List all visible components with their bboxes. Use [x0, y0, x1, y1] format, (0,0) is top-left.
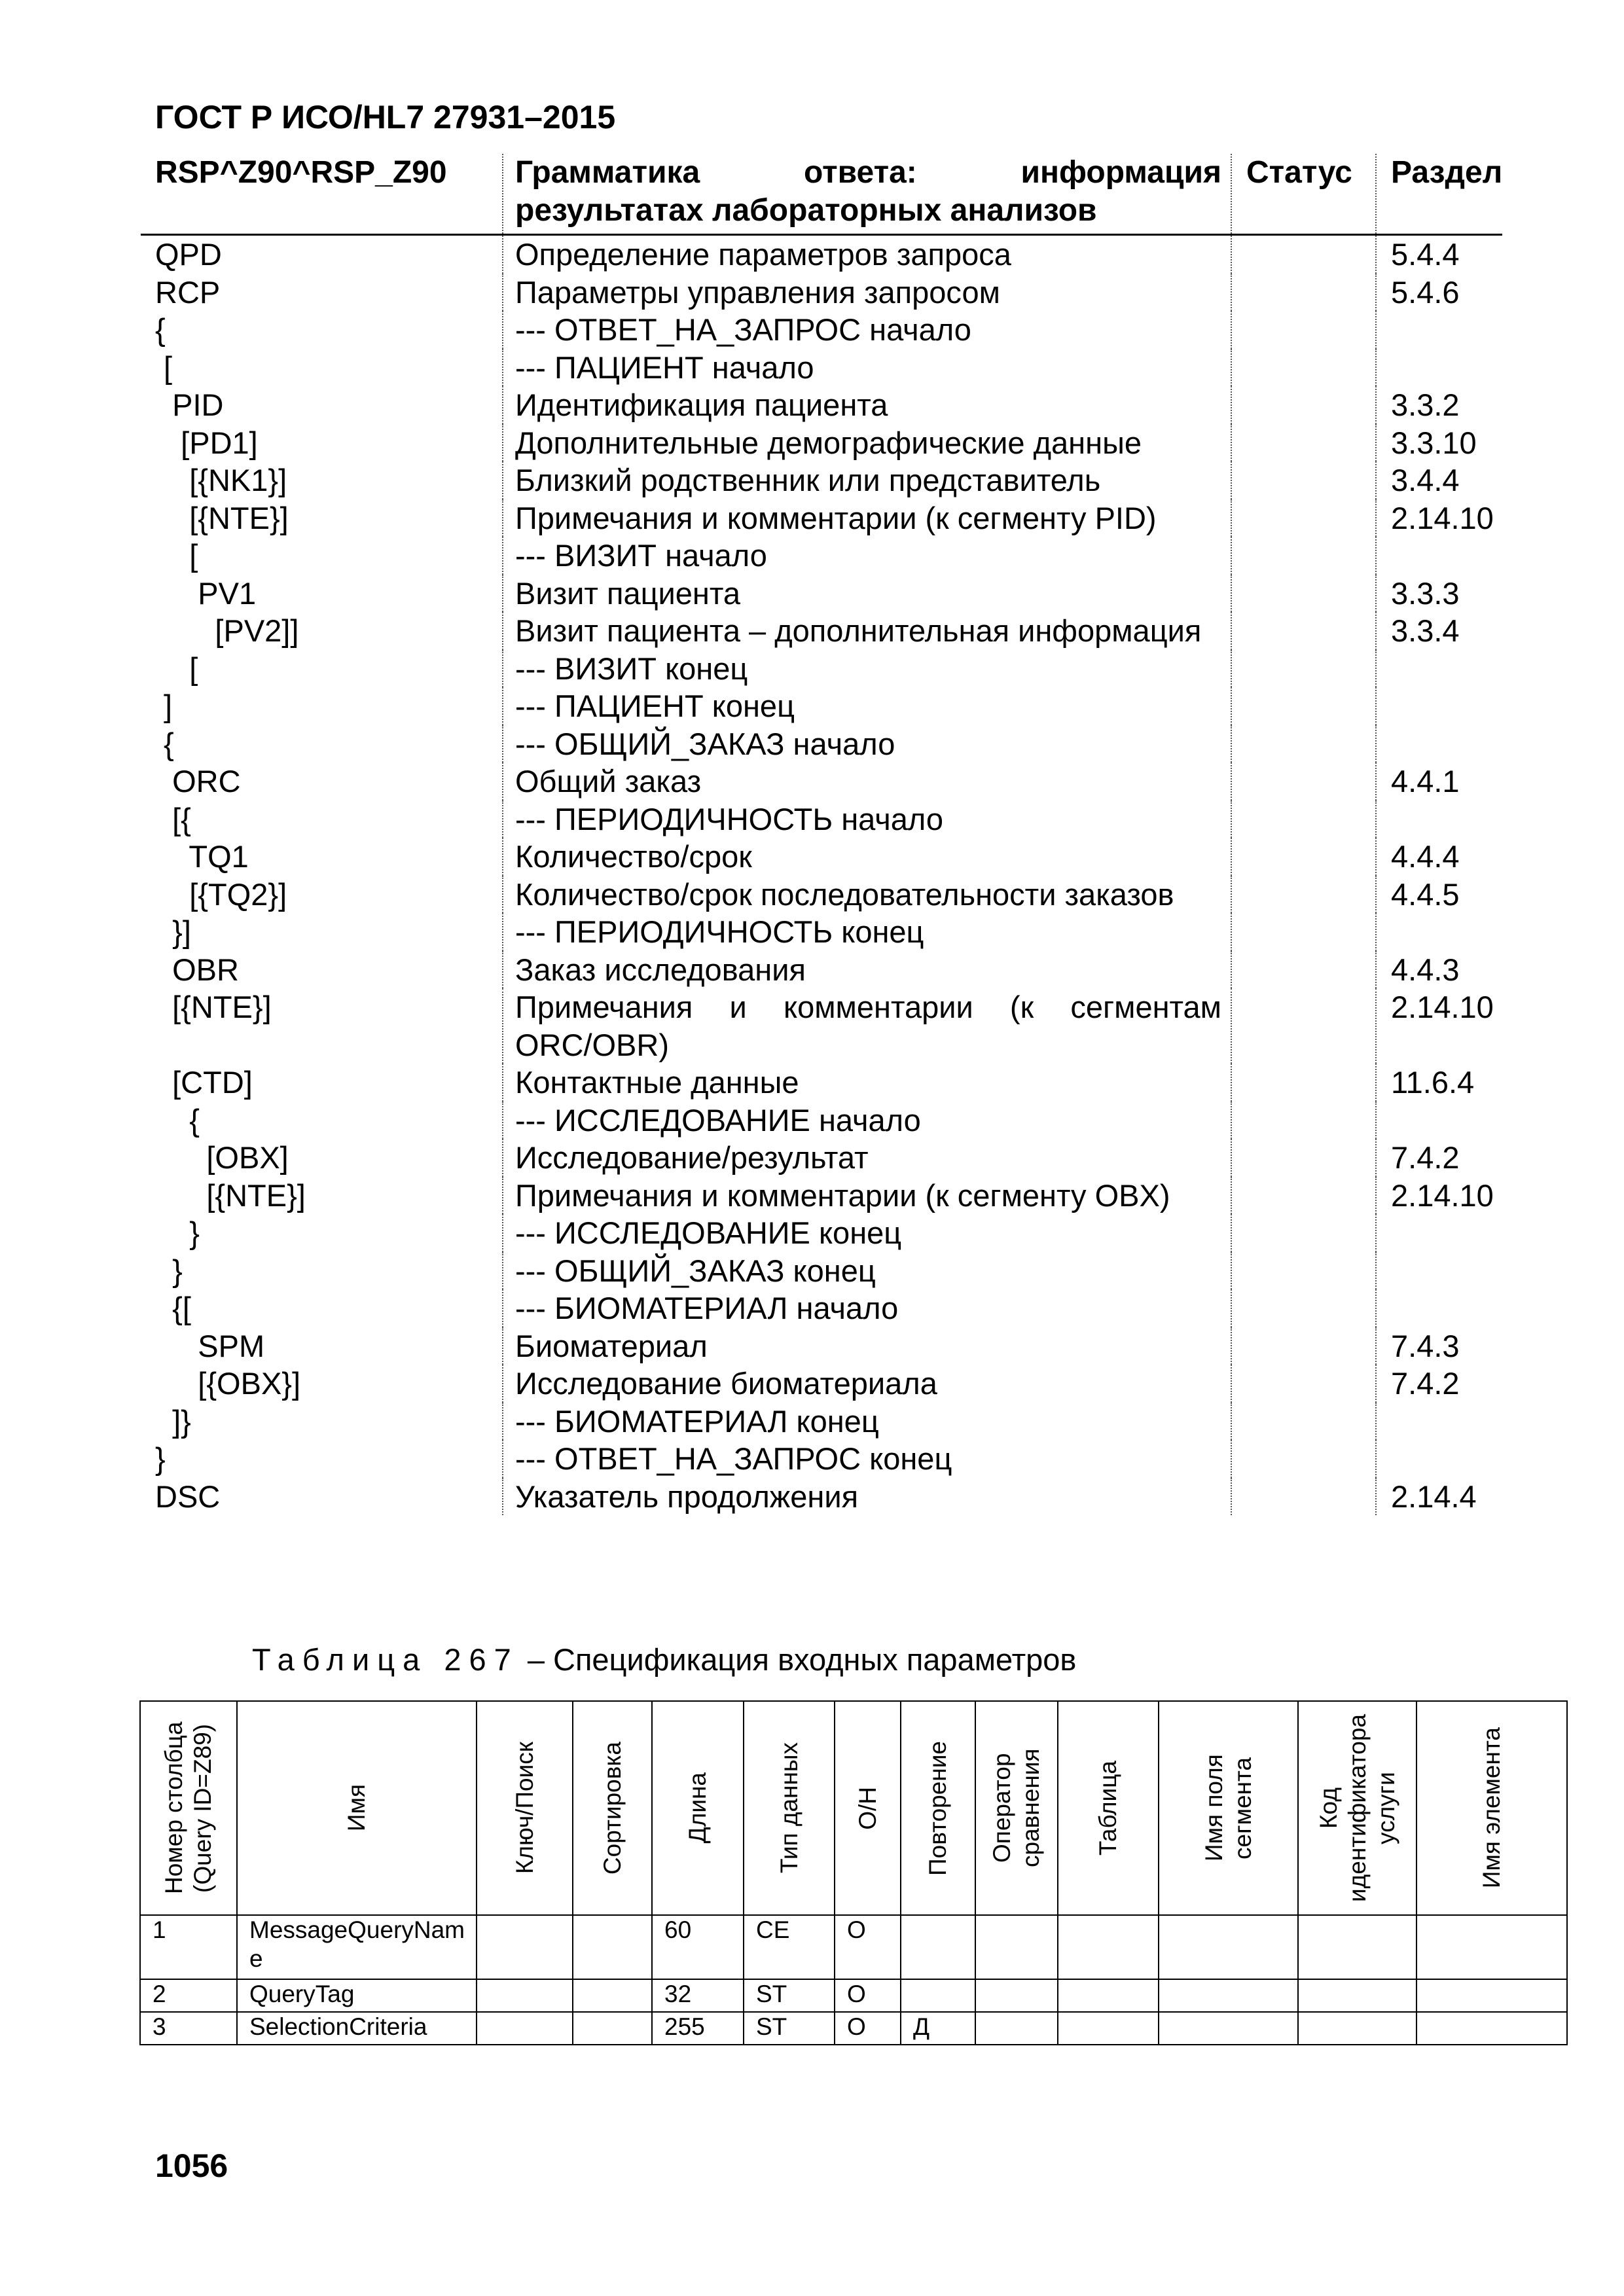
segment-cell: OBR — [155, 952, 239, 987]
spec-column-header-label: Таблица — [1094, 1760, 1121, 1856]
status-cell — [1231, 537, 1376, 575]
grammar-row — [141, 274, 1502, 312]
status-cell — [1231, 1327, 1376, 1365]
section-cell: 3.3.3 — [1376, 575, 1502, 613]
status-cell — [1231, 1478, 1376, 1516]
grammar-row — [141, 1365, 1502, 1403]
spec-column-header — [835, 1701, 901, 1915]
segment-cell: PID — [155, 387, 224, 422]
segment-cell: [PV2]] — [155, 613, 299, 648]
description-cell: --- БИОМАТЕРИАЛ начало — [503, 1289, 1231, 1327]
description-cell: Исследование/результат — [503, 1139, 1231, 1177]
grammar-row — [141, 1214, 1502, 1252]
segment-cell: ] — [155, 689, 173, 723]
status-cell — [1231, 1440, 1376, 1478]
spec-cell — [901, 1915, 975, 1979]
spec-column-header-label: Имя элемента — [1478, 1727, 1505, 1889]
section-cell: 4.4.4 — [1376, 838, 1502, 876]
spec-cell — [1058, 1915, 1159, 1979]
section-header: Раздел — [1376, 154, 1502, 235]
description-cell: Заказ исследования — [503, 951, 1231, 989]
input-parameters-table — [139, 1700, 1568, 2045]
description-cell: Близкий родственник или представитель — [503, 461, 1231, 499]
status-cell — [1231, 951, 1376, 989]
grammar-row — [141, 1252, 1502, 1290]
grammar-row — [141, 762, 1502, 800]
spec-cell: 1 — [140, 1915, 237, 1979]
section-cell: 4.4.3 — [1376, 951, 1502, 989]
grammar-row — [141, 612, 1502, 650]
document-code: ГОСТ Р ИСО/HL7 27931–2015 — [155, 99, 616, 135]
status-cell — [1231, 1139, 1376, 1177]
segment-cell: { — [155, 1102, 200, 1138]
section-cell: 2.14.10 — [1376, 499, 1502, 537]
description-cell: --- ПЕРИОДИЧНОСТЬ конец — [503, 913, 1231, 951]
segment-cell: } — [155, 1253, 183, 1288]
spec-cell — [573, 2012, 652, 2045]
description-cell: Биоматериал — [503, 1327, 1231, 1365]
description-cell: --- ОТВЕТ_НА_ЗАПРОС конец — [503, 1440, 1231, 1478]
grammar-row — [141, 1064, 1502, 1102]
spec-cell — [477, 1915, 573, 1979]
spec-cell — [1298, 1979, 1416, 2012]
segment-cell: [OBX] — [155, 1140, 289, 1175]
status-cell — [1231, 913, 1376, 951]
status-cell — [1231, 838, 1376, 876]
spec-cell: 3 — [140, 2012, 237, 2045]
spec-row — [140, 1979, 1567, 2012]
spec-cell — [975, 1979, 1058, 2012]
status-cell — [1231, 1289, 1376, 1327]
spec-cell: SelectionCriteria — [237, 2012, 477, 2045]
segment-cell: RCP — [155, 274, 221, 310]
status-cell — [1231, 725, 1376, 763]
section-cell: 3.3.10 — [1376, 424, 1502, 462]
status-cell — [1231, 988, 1376, 1064]
segment-cell: [ — [155, 350, 173, 385]
status-header: Статус — [1231, 154, 1376, 235]
grammar-row — [141, 650, 1502, 688]
spec-cell — [1298, 2012, 1416, 2045]
spec-column-header — [901, 1701, 975, 1915]
section-cell — [1376, 725, 1502, 763]
description-cell: --- ВИЗИТ начало — [503, 537, 1231, 575]
spec-cell: ST — [744, 1979, 835, 2012]
spec-column-header — [1159, 1701, 1298, 1915]
spec-cell — [1058, 1979, 1159, 2012]
spec-cell — [1058, 2012, 1159, 2045]
description-cell: Указатель продолжения — [503, 1478, 1231, 1516]
spec-cell: CE — [744, 1915, 835, 1979]
segment-cell: TQ1 — [155, 839, 249, 874]
segment-cell: {[ — [155, 1291, 191, 1325]
section-cell: 5.4.6 — [1376, 274, 1502, 312]
section-cell: 4.4.5 — [1376, 876, 1502, 914]
segment-cell: [{ — [155, 801, 191, 836]
spec-cell: Д — [901, 2012, 975, 2045]
spec-cell: 2 — [140, 1979, 237, 2012]
spec-cell — [573, 1979, 652, 2012]
description-cell: --- ПЕРИОДИЧНОСТЬ начало — [503, 800, 1231, 838]
section-cell — [1376, 1440, 1502, 1478]
description-cell: Количество/срок — [503, 838, 1231, 876]
segment-cell: [ — [155, 538, 198, 573]
grammar-body — [141, 235, 1502, 1516]
spec-cell — [477, 1979, 573, 2012]
grammar-row — [141, 1139, 1502, 1177]
grammar-row — [141, 424, 1502, 462]
section-cell: 7.4.2 — [1376, 1365, 1502, 1403]
section-cell: 3.3.4 — [1376, 612, 1502, 650]
spec-column-header — [573, 1701, 652, 1915]
spec-column-header — [975, 1701, 1058, 1915]
status-cell — [1231, 1365, 1376, 1403]
description-cell: Определение параметров запроса — [503, 235, 1231, 274]
spec-column-header-label: О/Н — [854, 1786, 881, 1830]
spec-cell — [573, 1915, 652, 1979]
spec-row — [140, 1915, 1567, 1979]
table-caption — [252, 1641, 1076, 1677]
section-cell — [1376, 537, 1502, 575]
spec-cell — [1416, 1915, 1567, 1979]
spec-cell: 255 — [652, 2012, 744, 2045]
status-cell — [1231, 1252, 1376, 1290]
grammar-row — [141, 1403, 1502, 1441]
grammar-row — [141, 876, 1502, 914]
section-cell: 7.4.3 — [1376, 1327, 1502, 1365]
spec-column-header-label: Имя — [343, 1784, 370, 1832]
description-cell: --- БИОМАТЕРИАЛ конец — [503, 1403, 1231, 1441]
spec-column-header — [1058, 1701, 1159, 1915]
segment-cell: [{NK1}] — [155, 463, 287, 497]
section-cell: 2.14.10 — [1376, 988, 1502, 1064]
segment-cell: [{NTE}] — [155, 1177, 306, 1213]
grammar-row — [141, 311, 1502, 349]
description-cell: Примечания и комментарии (к сегментам ORC/OBR) — [503, 988, 1231, 1064]
description-cell: --- ПАЦИЕНТ конец — [503, 687, 1231, 725]
section-cell — [1376, 1252, 1502, 1290]
description-cell: Общий заказ — [503, 762, 1231, 800]
section-cell — [1376, 1289, 1502, 1327]
spec-cell: O — [835, 1979, 901, 2012]
spec-header-row — [140, 1701, 1567, 1915]
status-cell — [1231, 1102, 1376, 1139]
segment-cell: [{OBX}] — [155, 1366, 301, 1401]
grammar-table — [141, 154, 1502, 1515]
section-cell: 3.4.4 — [1376, 461, 1502, 499]
spec-cell — [1298, 1915, 1416, 1979]
segment-cell: PV1 — [155, 575, 257, 611]
status-cell — [1231, 1403, 1376, 1441]
spec-column-header — [652, 1701, 744, 1915]
segment-cell: [PD1] — [155, 425, 258, 460]
segment-cell: { — [155, 312, 166, 347]
spec-row — [140, 2012, 1567, 2045]
section-cell — [1376, 687, 1502, 725]
grammar-row — [141, 687, 1502, 725]
spec-column-header-label: Ключ/Поиск — [511, 1742, 538, 1874]
spec-column-header — [1298, 1701, 1416, 1915]
description-cell: Идентификация пациента — [503, 386, 1231, 424]
segment-cell: [ — [155, 651, 198, 686]
status-cell — [1231, 499, 1376, 537]
description-cell: Исследование биоматериала — [503, 1365, 1231, 1403]
status-cell — [1231, 650, 1376, 688]
segment-cell: QPD — [155, 237, 222, 272]
message-structure-header: RSP^Z90^RSP_Z90 — [141, 154, 503, 235]
status-cell — [1231, 274, 1376, 312]
table-caption-label: Таблица 267 — [252, 1642, 519, 1677]
grammar-title-header: Грамматика ответа: информация результатах лабораторных анализов — [503, 154, 1231, 235]
page-number: 1056 — [155, 2147, 228, 2184]
status-cell — [1231, 876, 1376, 914]
description-cell: Дополнительные демографические данные — [503, 424, 1231, 462]
spec-column-header-label: Сортировка — [598, 1741, 626, 1875]
grammar-row — [141, 1478, 1502, 1516]
spec-cell: O — [835, 2012, 901, 2045]
segment-cell: SPM — [155, 1328, 265, 1363]
spec-cell — [477, 2012, 573, 2045]
spec-cell — [975, 1915, 1058, 1979]
spec-cell — [1159, 1979, 1298, 2012]
description-cell: --- ИССЛЕДОВАНИЕ конец — [503, 1214, 1231, 1252]
section-cell — [1376, 913, 1502, 951]
spec-cell: 60 — [652, 1915, 744, 1979]
spec-column-header-label: Имя поля сегмента — [1200, 1754, 1256, 1862]
grammar-row — [141, 1440, 1502, 1478]
status-cell — [1231, 349, 1376, 387]
description-cell: --- ОБЩИЙ_ЗАКАЗ начало — [503, 725, 1231, 763]
status-cell — [1231, 1214, 1376, 1252]
description-cell: Визит пациента — [503, 575, 1231, 613]
grammar-row — [141, 1327, 1502, 1365]
segment-cell: [{NTE}] — [155, 500, 289, 535]
spec-column-header — [237, 1701, 477, 1915]
section-cell: 2.14.4 — [1376, 1478, 1502, 1516]
status-cell — [1231, 575, 1376, 613]
section-cell — [1376, 650, 1502, 688]
description-cell: Контактные данные — [503, 1064, 1231, 1102]
spec-cell — [975, 2012, 1058, 2045]
description-cell: Примечания и комментарии (к сегменту PID) — [503, 499, 1231, 537]
spec-column-header-label: Оператор сравнения — [988, 1748, 1044, 1868]
grammar-row — [141, 537, 1502, 575]
spec-cell — [1416, 2012, 1567, 2045]
description-cell: --- ОТВЕТ_НА_ЗАПРОС начало — [503, 311, 1231, 349]
spec-column-header-label: Номер столбца (Query ID=Z89) — [160, 1721, 216, 1895]
description-cell: --- ОБЩИЙ_ЗАКАЗ конец — [503, 1252, 1231, 1290]
description-cell: --- ПАЦИЕНТ начало — [503, 349, 1231, 387]
grammar-row — [141, 499, 1502, 537]
segment-cell: } — [155, 1215, 200, 1250]
status-cell — [1231, 1064, 1376, 1102]
grammar-header-row — [141, 154, 1502, 235]
status-cell — [1231, 687, 1376, 725]
status-cell — [1231, 311, 1376, 349]
description-cell: Примечания и комментарии (к сегменту OBX) — [503, 1177, 1231, 1215]
spec-column-header-label: Повторение — [924, 1740, 951, 1876]
table-caption-text: – Спецификация входных параметров — [527, 1642, 1077, 1677]
segment-cell: } — [155, 1441, 166, 1476]
spec-cell — [1159, 1915, 1298, 1979]
grammar-row — [141, 461, 1502, 499]
segment-cell: { — [155, 726, 174, 761]
description-cell: Визит пациента – дополнительная информация — [503, 612, 1231, 650]
spec-column-header — [477, 1701, 573, 1915]
spec-body — [140, 1915, 1567, 2045]
grammar-row — [141, 800, 1502, 838]
section-cell: 4.4.1 — [1376, 762, 1502, 800]
segment-cell: [CTD] — [155, 1065, 253, 1100]
status-cell — [1231, 424, 1376, 462]
section-cell: 5.4.4 — [1376, 235, 1502, 274]
status-cell — [1231, 762, 1376, 800]
spec-column-header — [744, 1701, 835, 1915]
status-cell — [1231, 612, 1376, 650]
grammar-row — [141, 725, 1502, 763]
spec-column-header-label: Длина — [684, 1772, 711, 1844]
section-cell: 7.4.2 — [1376, 1139, 1502, 1177]
segment-cell: DSC — [155, 1479, 221, 1514]
grammar-row — [141, 386, 1502, 424]
section-cell: 3.3.2 — [1376, 386, 1502, 424]
status-cell — [1231, 1177, 1376, 1215]
spec-cell: ST — [744, 2012, 835, 2045]
spec-cell — [1159, 2012, 1298, 2045]
status-cell — [1231, 800, 1376, 838]
section-cell: 11.6.4 — [1376, 1064, 1502, 1102]
spec-cell — [1416, 1979, 1567, 2012]
section-cell — [1376, 349, 1502, 387]
segment-cell: [{TQ2}] — [155, 876, 287, 912]
spec-cell: 32 — [652, 1979, 744, 2012]
section-cell — [1376, 1403, 1502, 1441]
segment-cell: }] — [155, 914, 191, 949]
section-cell — [1376, 311, 1502, 349]
grammar-row — [141, 1289, 1502, 1327]
grammar-row — [141, 575, 1502, 613]
status-cell — [1231, 386, 1376, 424]
spec-column-header — [1416, 1701, 1567, 1915]
description-cell: Количество/срок последовательности заказов — [503, 876, 1231, 914]
section-cell — [1376, 1102, 1502, 1139]
section-cell — [1376, 1214, 1502, 1252]
grammar-row — [141, 988, 1502, 1064]
grammar-row — [141, 1102, 1502, 1139]
grammar-row — [141, 838, 1502, 876]
description-cell: --- ВИЗИТ конец — [503, 650, 1231, 688]
spec-column-header — [140, 1701, 237, 1915]
status-cell — [1231, 235, 1376, 274]
spec-column-header-label: Тип данных — [775, 1742, 803, 1874]
spec-cell: MessageQueryName — [237, 1915, 477, 1979]
status-cell — [1231, 461, 1376, 499]
description-cell: --- ИССЛЕДОВАНИЕ начало — [503, 1102, 1231, 1139]
grammar-row — [141, 951, 1502, 989]
section-cell: 2.14.10 — [1376, 1177, 1502, 1215]
grammar-row — [141, 349, 1502, 387]
segment-cell: [{NTE}] — [155, 990, 272, 1024]
grammar-row — [141, 1177, 1502, 1215]
section-cell — [1376, 800, 1502, 838]
spec-cell: O — [835, 1915, 901, 1979]
spec-column-header-label: Код идентификатора услуги — [1314, 1713, 1399, 1903]
segment-cell: ]} — [155, 1403, 191, 1439]
grammar-row — [141, 913, 1502, 951]
spec-cell — [901, 1979, 975, 2012]
grammar-row — [141, 235, 1502, 274]
segment-cell: ORC — [155, 764, 241, 798]
spec-cell: QueryTag — [237, 1979, 477, 2012]
description-cell: Параметры управления запросом — [503, 274, 1231, 312]
